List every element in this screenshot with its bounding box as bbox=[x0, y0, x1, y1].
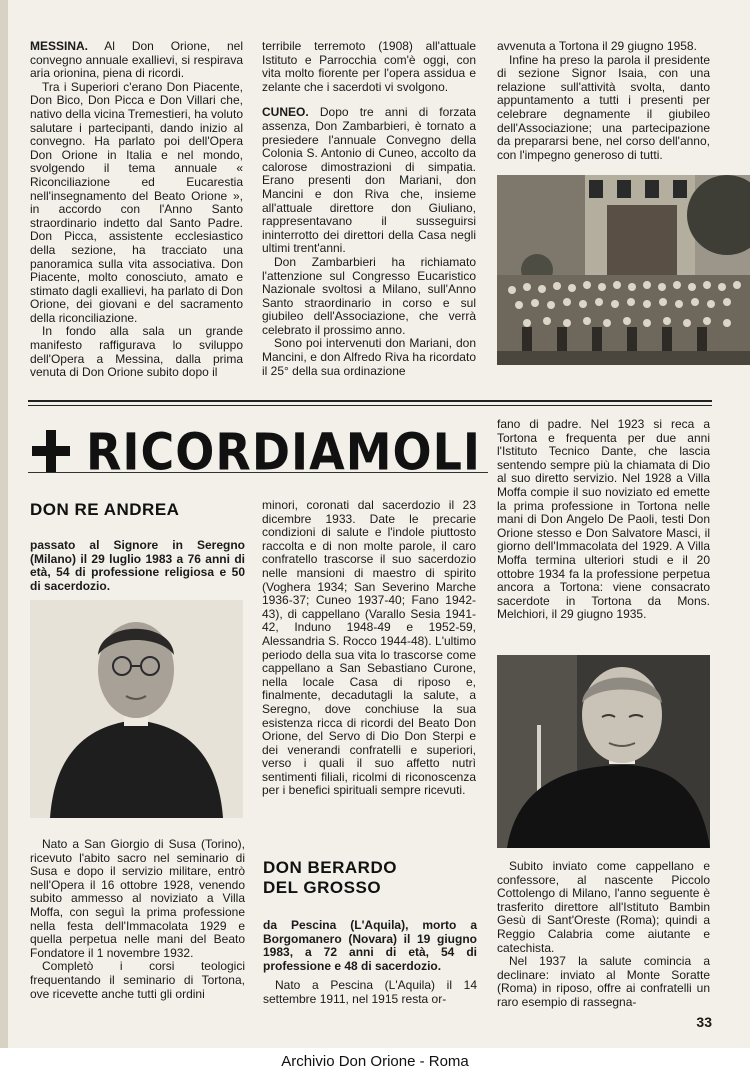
paragraph bbox=[497, 418, 710, 622]
col3-top bbox=[497, 40, 710, 162]
portrait-berardo bbox=[497, 655, 710, 848]
paragraph bbox=[30, 40, 243, 81]
text: Nato a San Giorgio di Susa (Torino), ricevuto l'abito sacro nel seminario di Susa e dopo il servizio militare, entrò nell'Opera il 16 ottobre 1928, venendo subito ammesso al noviziato a Villa Moffa, con seguì la prima professione nella festa dell'Immacolata 1929 e quella perpetua nelle mani del Beato Fondatore il 1 novembre 1932. bbox=[30, 837, 245, 960]
obituary-subtitle-andrea: passato al Signore in Seregno (Milano) il 29 luglio 1983 a 76 anni di età, 54 di professione religiosa e 50 di sacerdozio. bbox=[30, 538, 245, 593]
text: Completò i corsi teologici frequentando il seminario di Tortona, ove ricevette anche tutti gli ordini bbox=[30, 959, 245, 1001]
text: Subito inviato come cappellano e confessore, al nascente Piccolo Cottolengo di Milano, l'anno seguente è trasferito direttore all'Istituto Bambin Gesù di Sant'Oreste (Roma); quindi a Reggio Calabria come aiutante e catechista. bbox=[497, 859, 710, 955]
lead: CUNEO. bbox=[262, 105, 309, 120]
text: Infine ha preso la parola il presidente di sezione Signor Isaia, con una relazione sull'attività svolta, danto appuntamento a tutti i presenti per celebrare degnamente il giubileo dell'Associazione; una partecipazione da prepararsi bene, nel corso dell'anno, con l'impegno generoso di tutti. bbox=[497, 52, 710, 162]
group-photo bbox=[497, 175, 750, 365]
berardo-col3-top bbox=[497, 418, 710, 622]
text: Nato a Pescina (L'Aquila) il 14 settembre 1911, nel 1915 resta or- bbox=[263, 978, 477, 1006]
text: Al Don Orione, nel convegno annuale exallievi, si respirava aria orionina, piena di ricordi. bbox=[30, 39, 243, 81]
berardo-col2 bbox=[263, 979, 477, 1006]
paragraph bbox=[497, 40, 710, 54]
paragraph bbox=[30, 325, 243, 379]
obituary-heading-andrea: DON RE ANDREA bbox=[30, 500, 180, 519]
cross-icon bbox=[28, 428, 74, 472]
paragraph bbox=[263, 979, 477, 1006]
paragraph bbox=[497, 860, 710, 955]
paragraph bbox=[497, 955, 710, 1009]
paragraph bbox=[497, 54, 710, 163]
text: avvenuta a Tortona il 29 giugno 1958. bbox=[497, 39, 697, 53]
heading-line: DEL GROSSO bbox=[263, 878, 382, 897]
paragraph bbox=[262, 256, 476, 338]
paragraph bbox=[262, 337, 476, 378]
andrea-col1 bbox=[30, 838, 245, 1001]
paragraph bbox=[30, 81, 243, 326]
text: fano di padre. Nel 1923 si reca a Tortona e frequenta per due anni l'Istituto Tecnico Dante, che lascia sentendo sempre più la chiamata di Dio al suo diretto servizio. Nel 1928 a Villa Moffa compie il suo noviziato ed emette la prima professione in Tortona nelle mani di Don Angelo De Paoli, testi Don Orione stesso e Don Salvatore Masci, il giorno dell'Immacolata del 1929. A Villa Moffa termina ulteriori studi e il 20 ottobre 1934 fa la professione perpetua ancora a Tortona: viene consacrato sacerdote in Tortona da Mons. Melchiori, il 29 giugno 1935. bbox=[497, 417, 710, 622]
col2-top bbox=[262, 40, 476, 378]
group-photo-image bbox=[497, 175, 750, 365]
text: minori, coronati dal sacerdozio il 23 dicembre 1933. Date le precarie condizioni di salute e l'indole piuttosto raccolta e di non molte parole, il caro confratello trascorse il suo sacerdozio nelle mansioni di maestro di spirito (Voghera 1934; San Severino Marche 1936-37; Cuneo 1937-40; Fano 1942-43), di cappellano (Varallo Sesia 1941-42, Induno 1948-49 e 1952-59, Alessandria S. Rocco 1944-48). L'ultimo periodo della sua vita lo trascorse come cappellano a San Sebastiano Curone, nella locale Casa di riposo e, finalmente, decadutagli la salute, a Seregno, dove conchiuse la sua esistenza ricca di ricordi del Beato Don Orione, del Servo di Dio Don Sterpi e dei venerandi confratelli e superiori, verso i quali il suo affetto nutrì sentimenti filiali, ricolmi di riconoscenza per i benefici spirituali sempre ricevuti. bbox=[262, 498, 476, 798]
text: Tra i Superiori c'erano Don Piacente, Don Bico, Don Picca e Don Villari che, nativo della vicina Tremestieri, ha voluto salutare i partecipanti, dando inizio al convegno. Ha parlato poi dell'Opera Don Orione in Italia e nel mondo, svolgendo il tema annuale « Riconciliazione ed Eucarestia nell'insegnamento del Beato Orione », in accordo con l'Anno Santo straordinario indetto dal Santo Padre. Don Picca, assistente ecclesiastico della sezione, ha tracciato una panoramica sulla vita associativa. Don Piacente, molto conosciuto, amato e stimato dagli exallievi, ha parlato di Don Orione, dei giovani e del sacramento della riconciliazione. bbox=[30, 79, 243, 325]
text: Don Zambarbieri ha richiamato l'attenzione sul Congresso Eucaristico Nazionale svoltosi a Milano, sull'Anno Santo straordinario in corso e sul giubileo dell'Associazione, che verrà celebrato il prossimo anno. bbox=[262, 254, 476, 337]
text: terribile terremoto (1908) all'attuale Istituto e Parrocchia com'è oggi, con vita molto fiorente per l'opera assidua e zelante che i sacerdoti vi svolgono. bbox=[262, 39, 476, 94]
section-divider-thin bbox=[28, 405, 712, 406]
col1-top bbox=[30, 40, 243, 380]
portrait-berardo-image bbox=[497, 655, 710, 848]
text: In fondo alla sala un grande manifesto raffigurava lo sviluppo dell'Opera a Messina, dalla prima venuta di Don Orione subito dopo il bbox=[30, 324, 243, 380]
page-number: 33 bbox=[696, 1014, 712, 1030]
paragraph bbox=[30, 838, 245, 960]
text: Sono poi intervenuti don Mariani, don Mancini, e don Alfredo Riva ha ricordato il 25° della sua ordinazione bbox=[262, 336, 476, 378]
heading-line: DON BERARDO bbox=[263, 858, 397, 877]
portrait-andrea bbox=[30, 600, 243, 818]
banner-underline bbox=[28, 472, 488, 473]
ricordiamoli-banner bbox=[28, 418, 488, 472]
text: Dopo tre anni di forzata assenza, Don Zambarbieri, è tornato a presiedere l'annuale Convegno della Colonia S. Antonio di Cuneo, accolto da calorose dimostrazioni di simpatia. Erano presenti don Mariani, don Mancini e don Riva che, insieme all'attuale direttore don Giuliano, rappresentavano il susseguirsi ininterrotto dei direttori della Casa negli ultimi trent'anni. bbox=[262, 105, 476, 256]
berardo-col3-bottom bbox=[497, 860, 710, 1010]
section-divider bbox=[28, 400, 712, 402]
paragraph bbox=[262, 106, 476, 256]
text: Nel 1937 la salute comincia a declinare: inviato al Monte Soratte (Roma) in riposo, offre ai confratelli un raro esempio di rassegna- bbox=[497, 954, 710, 1009]
obituary-heading-berardo bbox=[263, 858, 463, 898]
paragraph bbox=[262, 40, 476, 94]
banner-title: RICORDIAMOLI bbox=[86, 422, 482, 472]
lead: MESSINA. bbox=[30, 39, 89, 53]
page-edge bbox=[0, 0, 8, 1075]
archive-footer: Archivio Don Orione - Roma bbox=[0, 1048, 750, 1075]
portrait-andrea-image bbox=[30, 600, 243, 818]
paragraph bbox=[262, 499, 476, 798]
andrea-col2 bbox=[262, 499, 476, 798]
paragraph bbox=[30, 960, 245, 1001]
obituary-subtitle-berardo: da Pescina (L'Aquila), morto a Borgomanero (Novara) il 19 giugno 1983, a 72 anni di età, 54 di professione e 48 di sacerdozio. bbox=[263, 918, 477, 973]
